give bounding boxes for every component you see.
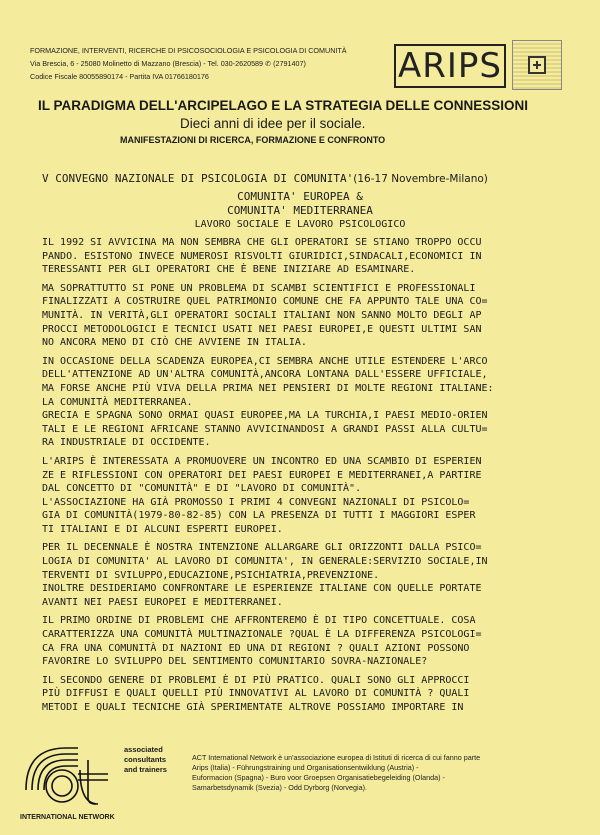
- footer-note: [192, 753, 584, 793]
- text-line: PANDO. ESISTONO INVECE NUMEROSI RISVOLTI GIURIDICI,SINDACALI,ECONOMICI IN: [42, 250, 482, 262]
- text-line: MA SOPRATTUTTO SI PONE UN PROBLEMA DI SCAMBI SCIENTIFICI E PROFESSIONALI: [42, 282, 476, 294]
- act-descriptor-line: consultants: [124, 755, 167, 764]
- text-line: L'ASSOCIAZIONE HA GIÀ PROMOSSO I PRIMI 4 CONVEGNI NAZIONALI DI PSICOLO=: [42, 496, 470, 508]
- org-line: FORMAZIONE, INTERVENTI, RICERCHE DI PSICOSOCIOLOGIA E PSICOLOGIA DI COMUNITÀ: [30, 46, 347, 55]
- text-line: AVANTI NEI PAESI EUROPEI E MEDITERRANEI.: [42, 596, 283, 608]
- text-line: FAVORIRE LO SVILUPPO DEL SENTIMENTO COMUNITARIO SOVRA-NAZIONALE?: [42, 656, 428, 668]
- convegno-dates: (16-17 Novembre-Milano): [353, 173, 488, 185]
- convegno-topic: COMUNITA' EUROPEA &: [237, 190, 363, 203]
- text-line: PER IL DECENNALE È NOSTRA INTENZIONE ALLARGARE GLI ORIZZONTI DALLA PSICO=: [42, 542, 482, 554]
- arips-logo: ARIPS: [394, 44, 506, 88]
- footer-line: Euformacion (Spagna) - Buro voor Groepsen Organisatiebegeleiding (Olanda) -: [192, 773, 445, 782]
- text-line: TI ITALIANI E DI ALCUNI ESPERTI EUROPEI.: [42, 523, 283, 535]
- text-line: IN OCCASIONE DELLA SCADENZA EUROPEA,CI SEMBRA ANCHE UTILE ESTENDERE L'ARCO: [42, 355, 488, 367]
- text-line: RA INDUSTRIALE DI OCCIDENTE.: [42, 437, 211, 449]
- text-line: TALI E LE REGIONI AFRICANE STANNO AVVICINANDOSI A GRANDI PASSI ALLA CULTU=: [42, 423, 488, 435]
- act-logo-icon: [18, 740, 118, 810]
- text-line: CA FRA UNA COMUNITÀ DI NAZIONI ED UNA DI REGIONI ? QUALI AZIONI POSSONO: [42, 642, 470, 654]
- act-descriptor-line: associated: [124, 745, 163, 754]
- text-line: DAL CONCETTO DI "COMUNITÀ" E DI "LAVORO DI COMUNITÀ".: [42, 483, 362, 495]
- paragraph: [42, 541, 562, 609]
- act-descriptor-line: and trainers: [124, 765, 167, 774]
- text-line: L'ARIPS È INTERESSATA A PROMUOVERE UN INCONTRO ED UNA SCAMBIO DI ESPERIEN: [42, 455, 482, 467]
- paragraph: [42, 282, 562, 350]
- text-line: LOGIA DI COMUNITA' AL LAVORO DI COMUNITA', IN GENERALE:SERVIZIO SOCIALE,IN: [42, 556, 488, 568]
- text-line: DELL'ATTENZIONE AD UN'ALTRA COMUNITÀ,ANCORA LONTANA DALL'ESSERE UFFICIALE,: [42, 369, 488, 381]
- text-line: TERESSANTI PER GLI OPERATORI CHE È BENE INIZIARE AD ESAMINARE.: [42, 264, 416, 276]
- paragraph: [42, 674, 562, 715]
- convegno-heading: [42, 172, 582, 185]
- document-tagline: MANIFESTAZIONI DI RICERCA, FORMAZIONE E CONFRONTO: [120, 135, 386, 145]
- footer-line: ACT International Network è un'associazione europea di Istituti di ricerca di cui fanno parte: [192, 753, 481, 762]
- text-line: MUNITÀ. IN VERITÀ,GLI OPERATORI SOCIALI ITALIANI NON SANNO MOLTO DEGLI AP: [42, 309, 482, 321]
- body-text: [42, 236, 562, 720]
- text-line: IL PRIMO ORDINE DI PROBLEMI CHE AFFRONTEREMO È DI TIPO CONCETTUALE. COSA: [42, 615, 476, 627]
- convegno-subtopic: LAVORO SOCIALE E LAVORO PSICOLOGICO: [194, 219, 406, 230]
- document-subtitle: Dieci anni di idee per il sociale.: [180, 116, 366, 131]
- text-line: IL SECONDO GENERE DI PROBLEMI È DI PIÙ PRATICO. QUALI SONO GLI APPROCCI: [42, 674, 470, 686]
- text-line: NO ANCORA MENO DI CIÒ CHE AVVIENE IN ITALIA.: [42, 337, 307, 349]
- text-line: TERVENTI DI SVILUPPO,EDUCAZIONE,PSICHIATRIA,PREVENZIONE.: [42, 569, 380, 581]
- convegno-topic: COMUNITA' MEDITERRANEA: [227, 204, 373, 217]
- organization-info: [30, 44, 390, 83]
- paragraph: [42, 614, 562, 668]
- text-line: ZE E RIFLESSIONI CON OPERATORI DEI PAESI EUROPEI E MEDITERRANEI,A PARTIRE: [42, 469, 482, 481]
- text-line: LA COMUNITÀ MEDITERRANEA.: [42, 396, 193, 408]
- text-line: PROCCI METODOLOGICI E TECNICI USATI NEI PAESI EUROPEI,E QUESTI ULTIMI SAN: [42, 323, 482, 335]
- text-line: METODI E QUALI TECNICHE GIÀ SPERIMENTATE ALTROVE POSSIAMO IMPORTARE IN: [42, 702, 464, 713]
- arips-emblem-icon: [512, 40, 562, 90]
- text-line: GRECIA E SPAGNA SONO ORMAI QUASI EUROPEE,MA LA TURCHIA,I PAESI MEDIO-ORIEN: [42, 410, 488, 422]
- document-title: IL PARADIGMA DELL'ARCIPELAGO E LA STRATEGIA DELLE CONNESSIONI: [38, 98, 528, 113]
- text-line: MA FORSE ANCHE PIÙ VIVA DELLA PRIMA NEI PENSIERI DI MOLTE REGIONI ITALIANE:: [42, 382, 494, 394]
- paragraph: [42, 355, 562, 450]
- paragraph: [42, 236, 562, 277]
- text-line: FINALIZZATI A COSTRUIRE QUEL PATRIMONIO COMUNE CHE FA APPUNTO TALE UNA CO=: [42, 296, 488, 308]
- text-line: GIA DI COMUNITÀ(1979-80-82-85) CON LA PRESENZA DI TUTTI I MAGGIORI ESPER: [42, 510, 476, 522]
- act-descriptor: [124, 745, 167, 775]
- act-network-caption: INTERNATIONAL NETWORK: [20, 814, 115, 821]
- text-line: CARATTERIZZA UNA COMUNITÀ MULTINAZIONALE ?QUAL È LA DIFFERENZA PSICOLOGI=: [42, 629, 482, 641]
- org-line: Via Brescia, 6 - 25080 Molinetto di Mazzano (Brescia) - Tel. 030-2620589 ✆ (2791407): [30, 59, 306, 68]
- footer-line: Samarbetsdynamik (Svezia) - Odd Dyrborg (Norvegia).: [192, 783, 367, 792]
- text-line: INOLTRE DESIDERIAMO CONFRONTARE LE ESPERIENZE ITALIANE CON QUELLE PORTATE: [42, 583, 482, 595]
- paragraph: [42, 455, 562, 537]
- text-line: PIÙ DIFFUSI E QUALI QUELLI PIÙ INNOVATIVI AL LAVORO DI COMUNITÀ ? QUALI: [42, 688, 470, 700]
- org-line: Codice Fiscale 80055890174 - Partita IVA 01766180176: [30, 72, 209, 81]
- convegno-name: V CONVEGNO NAZIONALE DI PSICOLOGIA DI COMUNITA': [42, 172, 354, 185]
- footer-line: Arips (Italia) - Führungstraining und Organisationsentwiklung (Austria) -: [192, 763, 419, 772]
- text-line: IL 1992 SI AVVICINA MA NON SEMBRA CHE GLI OPERATORI SE STIANO TROPPO OCCU: [42, 237, 482, 248]
